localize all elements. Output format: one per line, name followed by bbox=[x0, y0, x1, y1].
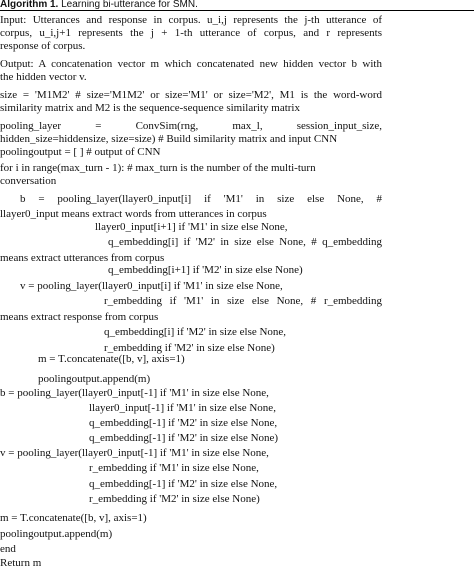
algorithm-caption-text: Learning bi-utterance for SMN. bbox=[58, 0, 198, 10]
algorithm-line: the hidden vector v. bbox=[0, 71, 87, 83]
algorithm-line: r_embedding if 'M1' in size else None, bbox=[89, 462, 259, 474]
algorithm-line: b = pooling_layer(llayer0_input[-1] if 'M1' in size else None, bbox=[0, 387, 269, 399]
algorithm-line: Output: A concatenation vector m which concatenated new hidden vector b with bbox=[0, 58, 382, 70]
algorithm-line: means extract utterances from corpus bbox=[0, 252, 165, 264]
algorithm-line: b = pooling_layer(llayer0_input[i] if 'M1' in size else None, # bbox=[20, 193, 382, 205]
algorithm-line: q_embedding[-1] if 'M2' in size else None) bbox=[89, 432, 279, 444]
algorithm-line: Input: Utterances and response in corpus. u_i,j represents the j-th utterance of bbox=[0, 14, 382, 26]
algorithm-line: size = 'M1M2' # size='M1M2' or size='M1' or size='M2', M1 is the word-word bbox=[0, 89, 382, 101]
algorithm-line: m = T.concatenate([b, v], axis=1) bbox=[0, 512, 147, 524]
algorithm-line: poolingoutput.append(m) bbox=[0, 528, 113, 540]
algorithm-caption-label: Algorithm 1. bbox=[0, 0, 59, 10]
algorithm-line: conversation bbox=[0, 175, 57, 187]
algorithm-line: poolingoutput = [ ] # output of CNN bbox=[0, 146, 161, 158]
algorithm-line: poolingoutput.append(m) bbox=[38, 373, 151, 385]
algorithm-line: q_embedding[-1] if 'M2' in size else None, bbox=[89, 478, 278, 490]
algorithm-line: r_embedding if 'M1' in size else None, # r_embedding bbox=[104, 295, 382, 307]
algorithm-line: q_embedding[i+1] if 'M2' in size else None) bbox=[108, 264, 303, 276]
algorithm-line: response of corpus. bbox=[0, 40, 86, 52]
algorithm-line: v = pooling_layer(llayer0_input[-1] if 'M1' in size else None, bbox=[0, 447, 269, 459]
algorithm-line: v = pooling_layer(llayer0_input[i] if 'M1' in size else None, bbox=[20, 280, 283, 292]
algorithm-caption bbox=[0, 0, 474, 11]
algorithm-line: llayer0_input[i+1] if 'M1' in size else None, bbox=[95, 221, 288, 233]
algorithm-line: q_embedding[i] if 'M2' in size else None, # q_embedding bbox=[108, 236, 382, 248]
algorithm-line: r_embedding if 'M2' in size else None) bbox=[104, 342, 275, 354]
algorithm-line: pooling_layer = ConvSim(rng, max_l, session_input_size, bbox=[0, 120, 382, 132]
algorithm-line: corpus, u_i,j+1 represents the j + 1-th utterance of corpus, and r represents bbox=[0, 27, 382, 39]
algorithm-line: Return m bbox=[0, 557, 42, 569]
algorithm-line: means extract response from corpus bbox=[0, 311, 159, 323]
algorithm-line: r_embedding if 'M2' in size else None) bbox=[89, 493, 260, 505]
algorithm-line: llayer0_input means extract words from utterances in corpus bbox=[0, 208, 267, 220]
algorithm-line: for i in range(max_turn - 1): # max_turn is the number of the multi-turn bbox=[0, 162, 316, 174]
algorithm-line: llayer0_input[-1] if 'M1' in size else None, bbox=[89, 402, 276, 414]
algorithm-line: end bbox=[0, 543, 16, 555]
algorithm-line: similarity matrix and M2 is the sequence-sequence similarity matrix bbox=[0, 102, 300, 114]
algorithm-line: q_embedding[-1] if 'M2' in size else None, bbox=[89, 417, 278, 429]
algorithm-line: q_embedding[i] if 'M2' in size else None, bbox=[104, 326, 287, 338]
algorithm-line: hidden_size=hiddensize, size=size) # Build similarity matrix and input CNN bbox=[0, 133, 338, 145]
algorithm-line: m = T.concatenate([b, v], axis=1) bbox=[38, 353, 185, 365]
